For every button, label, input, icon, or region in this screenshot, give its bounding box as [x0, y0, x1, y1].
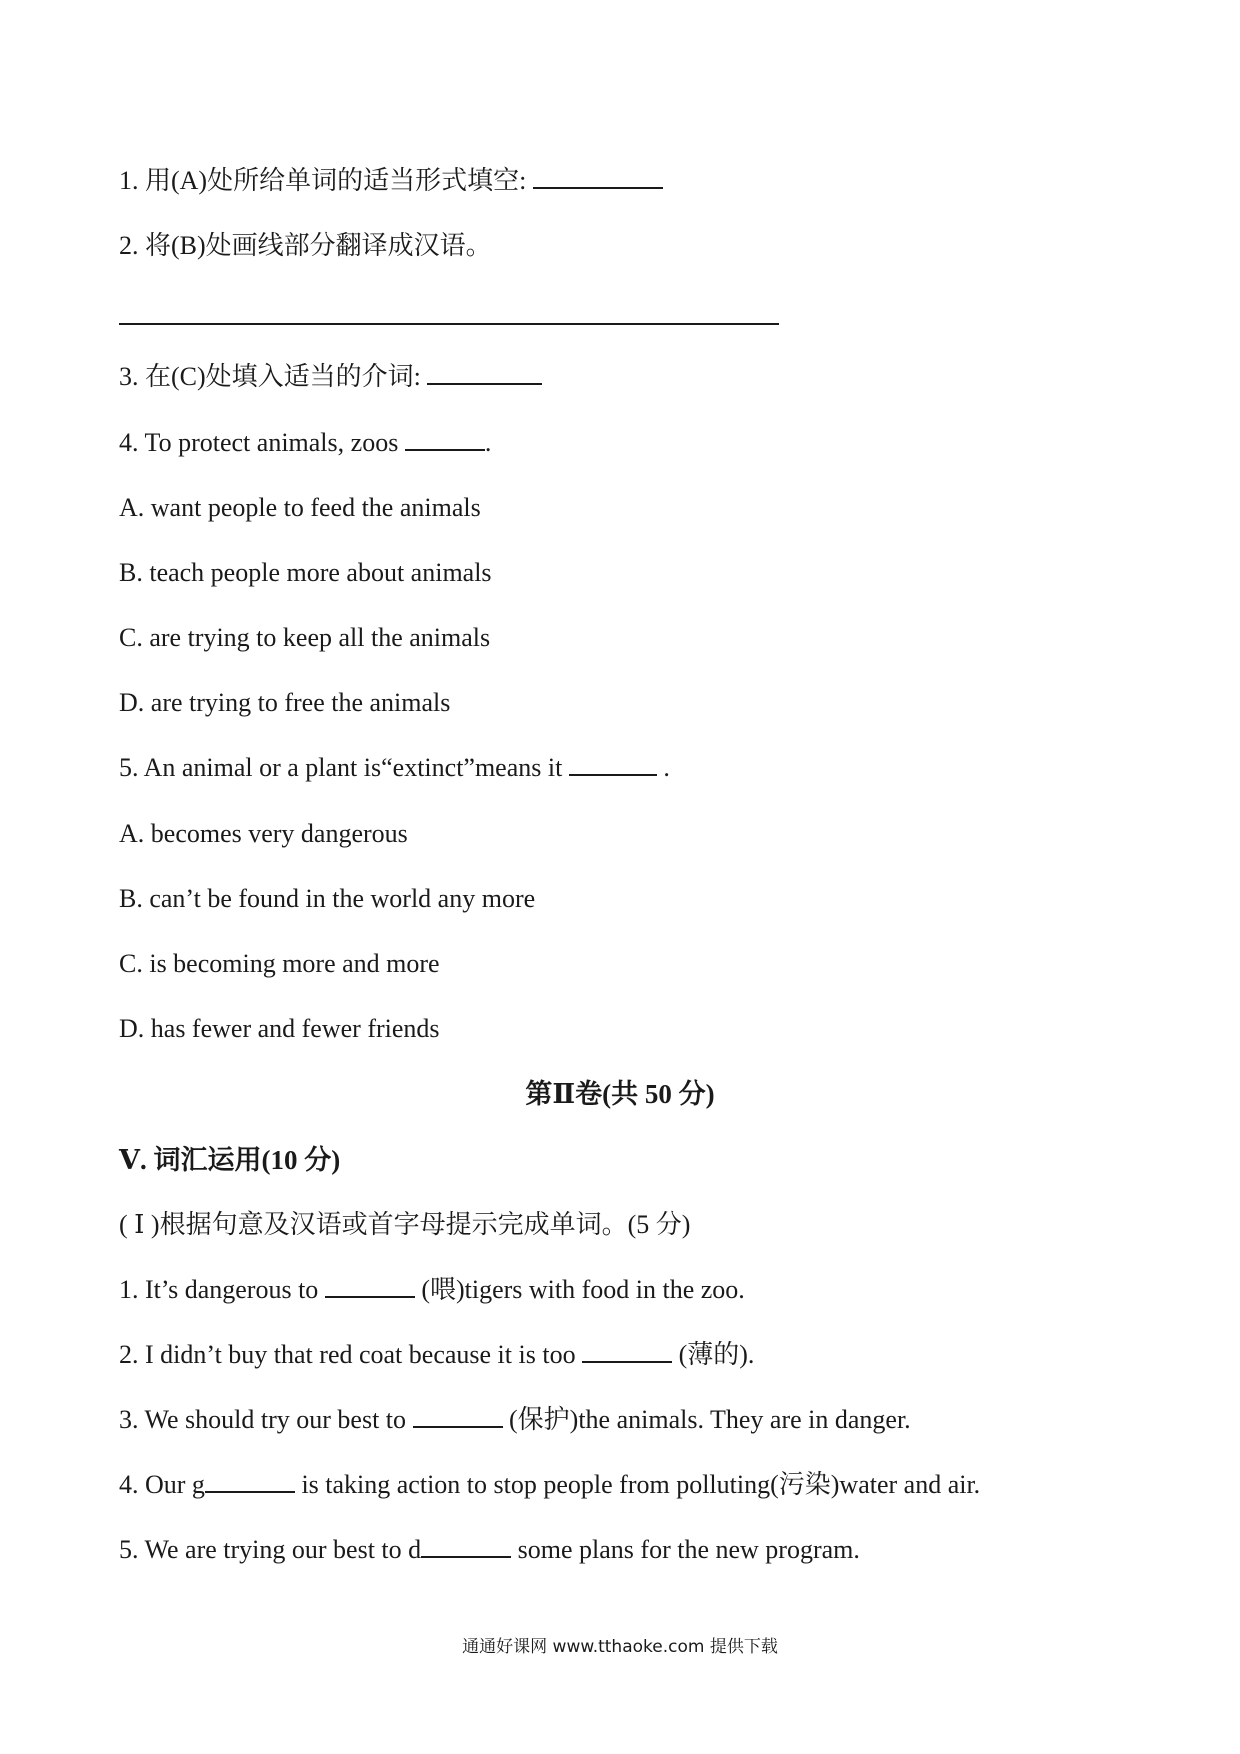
option-5b: B. can’t be found in the world any more: [119, 884, 536, 913]
vocab-item-text: 3. We should try our best to: [119, 1405, 413, 1434]
option-5d: D. has fewer and fewer friends: [119, 1014, 440, 1043]
question-2: [119, 229, 492, 263]
option-4a: A. want people to feed the animals: [119, 493, 481, 522]
question-1: [119, 164, 663, 198]
answer-blank[interactable]: [569, 752, 657, 776]
answer-blank[interactable]: [582, 1339, 672, 1363]
option-4b: B. teach people more about animals: [119, 558, 492, 587]
part-2-title: 第Ⅱ卷(共 50 分): [525, 1079, 715, 1109]
vocab-item-text: 1. It’s dangerous to: [119, 1275, 325, 1304]
answer-blank[interactable]: [405, 427, 485, 451]
page-footer: 通通好课网 www.tthaoke.com 提供下载: [462, 1637, 778, 1657]
question-5-stem: 5. An animal or a plant is“extinct”means it: [119, 753, 569, 782]
option-5c: C. is becoming more and more: [119, 949, 440, 978]
vocab-item-4: [119, 1468, 980, 1502]
answer-line[interactable]: [119, 323, 779, 325]
vocab-item-text: (喂)tigers with food in the zoo.: [414, 1275, 745, 1304]
answer-blank[interactable]: [533, 165, 663, 189]
option-5a: A. becomes very dangerous: [119, 819, 408, 848]
answer-blank[interactable]: [325, 1274, 415, 1298]
question-1-text: 1. 用(A)处所给单词的适当形式填空:: [119, 166, 533, 195]
vocab-item-3: [119, 1403, 911, 1437]
question-5: [119, 751, 670, 785]
vocab-item-text: is taking action to stop people from polluting(污染)water and air.: [294, 1470, 981, 1499]
vocab-item-text: 5. We are trying our best to d: [119, 1535, 422, 1564]
option-4d: D. are trying to free the animals: [119, 688, 451, 717]
question-4-stem: 4. To protect animals, zoos: [119, 428, 405, 457]
answer-blank[interactable]: [205, 1469, 295, 1493]
question-5-stem-end: .: [656, 753, 670, 782]
question-4-stem-end: .: [484, 428, 492, 457]
answer-blank[interactable]: [413, 1404, 503, 1428]
question-3-text: 3. 在(C)处填入适当的介词:: [119, 362, 428, 391]
vocab-item-text: some plans for the new program.: [511, 1535, 860, 1564]
section-v-title: Ⅴ. 词汇运用(10 分): [119, 1145, 341, 1175]
subsection-title: ( Ⅰ )根据句意及汉语或首字母提示完成单词。(5 分): [119, 1210, 691, 1239]
vocab-item-1: [119, 1273, 745, 1307]
question-4: [119, 426, 491, 460]
vocab-item-2: [119, 1338, 754, 1372]
vocab-item-text: (保护)the animals. They are in danger.: [502, 1405, 911, 1434]
vocab-item-text: (薄的).: [672, 1340, 755, 1369]
vocab-item-5: [119, 1533, 860, 1567]
answer-blank[interactable]: [421, 1534, 511, 1558]
vocab-item-text: 2. I didn’t buy that red coat because it is too: [119, 1340, 583, 1369]
question-3: [119, 360, 542, 394]
question-2-text: 2. 将(B)处画线部分翻译成汉语。: [119, 231, 492, 260]
answer-blank[interactable]: [427, 361, 542, 385]
vocab-item-text: 4. Our g: [119, 1470, 205, 1499]
option-4c: C. are trying to keep all the animals: [119, 623, 491, 652]
